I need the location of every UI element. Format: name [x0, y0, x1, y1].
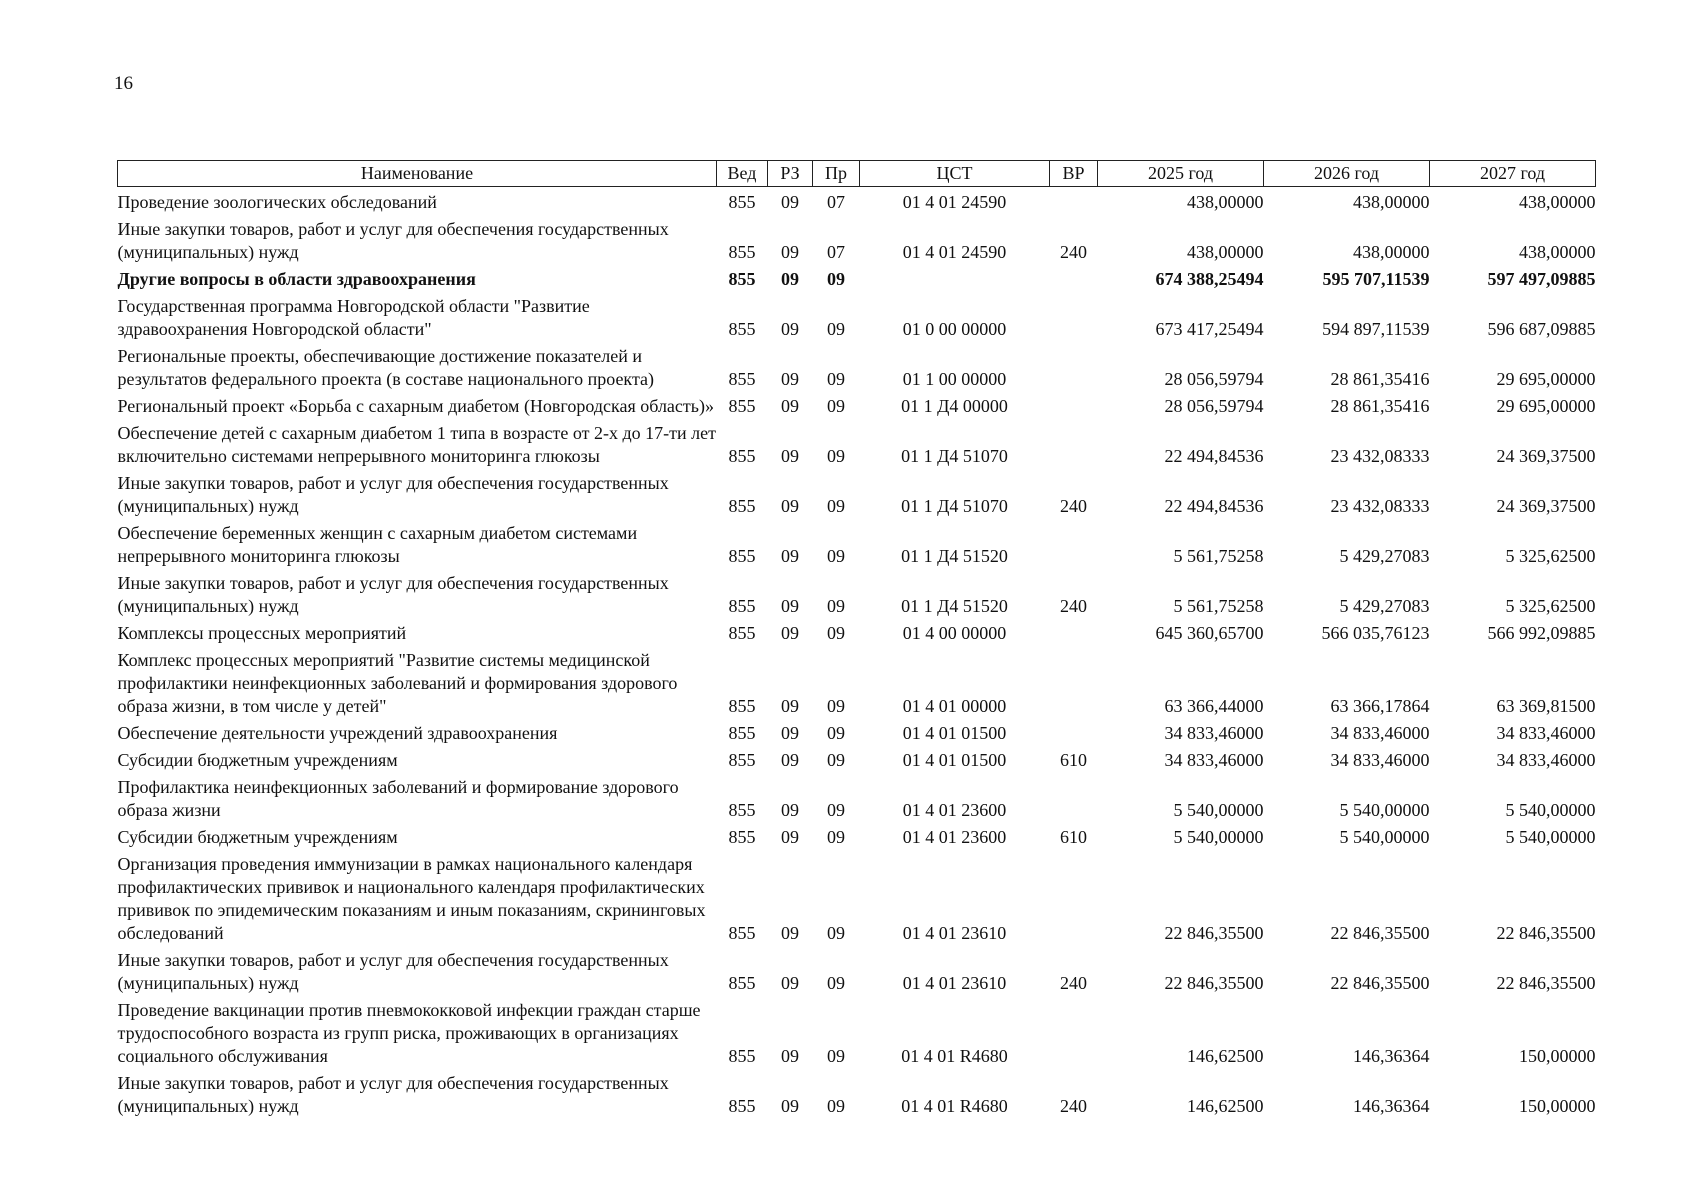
header-name: Наименование [118, 161, 717, 187]
table-row [118, 945, 1596, 995]
cell-cst: 01 4 01 24590 [902, 242, 1007, 262]
cell-ved: 855 [728, 242, 756, 262]
cell-rz: 09 [781, 369, 799, 389]
cell-cst: 01 1 00 00000 [902, 369, 1007, 389]
cell-ved: 855 [728, 973, 756, 993]
cell-2025: 438,00000 [1187, 192, 1264, 212]
cell-name: Субсидии бюджетным учреждениям [117, 827, 398, 847]
cell-cst: 01 1 Д4 51070 [901, 496, 1008, 516]
cell-rz: 09 [781, 623, 799, 643]
header-pr: Пр [813, 161, 860, 187]
cell-pr: 09 [827, 1096, 845, 1116]
cell-2025: 146,62500 [1187, 1046, 1264, 1066]
cell-2027: 150,00000 [1519, 1096, 1596, 1116]
cell-name: Комплексы процессных мероприятий [117, 623, 407, 643]
table-row [118, 718, 1596, 745]
cell-name: Иные закупки товаров, работ и услуг для обеспечения государственных (муниципальных) нужд [117, 219, 669, 262]
cell-2025: 438,00000 [1187, 242, 1264, 262]
cell-name: Региональные проекты, обеспечивающие достижение показателей и результатов федерального проекта (в составе национального проекта) [117, 346, 655, 389]
cell-2027: 150,00000 [1519, 1046, 1596, 1066]
cell-ved: 855 [728, 369, 756, 389]
cell-rz: 09 [781, 827, 799, 847]
table-row [118, 214, 1596, 264]
cell-2026: 23 432,08333 [1330, 446, 1430, 466]
cell-rz: 09 [781, 496, 799, 516]
cell-ved: 855 [728, 269, 756, 289]
cell-2026: 5 540,00000 [1339, 827, 1430, 847]
table-row [118, 264, 1596, 291]
cell-ved: 855 [728, 546, 756, 566]
cell-rz: 09 [781, 750, 799, 770]
cell-2026: 22 846,35500 [1330, 973, 1430, 993]
cell-2026: 594 897,11539 [1322, 319, 1430, 339]
cell-cst: 01 4 01 23600 [902, 800, 1007, 820]
cell-vr: 610 [1060, 827, 1087, 847]
cell-rz: 09 [781, 242, 799, 262]
cell-pr: 09 [827, 446, 845, 466]
cell-pr: 09 [827, 800, 845, 820]
cell-2025: 673 417,25494 [1155, 319, 1264, 339]
cell-pr: 09 [827, 723, 845, 743]
cell-name: Проведение вакцинации против пневмококковой инфекции граждан старше трудоспособного возраста из групп риска, проживающих в организациях социального обслуживания [117, 1000, 701, 1066]
header-2025: 2025 год [1098, 161, 1264, 187]
cell-name: Субсидии бюджетным учреждениям [117, 750, 398, 770]
cell-vr: 240 [1060, 242, 1087, 262]
cell-pr: 09 [827, 923, 845, 943]
cell-vr [1050, 518, 1098, 568]
cell-name: Иные закупки товаров, работ и услуг для обеспечения государственных (муниципальных) нужд [117, 573, 669, 616]
cell-vr [1050, 995, 1098, 1068]
table-row [118, 772, 1596, 822]
table-row [118, 518, 1596, 568]
cell-2025: 146,62500 [1187, 1096, 1264, 1116]
table-row [118, 291, 1596, 341]
cell-vr [1050, 418, 1098, 468]
cell-cst: 01 4 01 01500 [902, 750, 1007, 770]
cell-name: Профилактика неинфекционных заболеваний и формирование здорового образа жизни [117, 777, 679, 820]
cell-name: Иные закупки товаров, работ и услуг для обеспечения государственных (муниципальных) нужд [117, 950, 669, 993]
cell-ved: 855 [728, 800, 756, 820]
cell-ved: 855 [728, 192, 756, 212]
cell-2025: 674 388,25494 [1155, 269, 1264, 289]
cell-2027: 566 992,09885 [1487, 623, 1596, 643]
cell-pr: 09 [827, 1046, 845, 1066]
cell-2027: 597 497,09885 [1487, 269, 1596, 289]
table-row [118, 418, 1596, 468]
cell-cst [860, 264, 1050, 291]
cell-2027: 438,00000 [1519, 192, 1596, 212]
cell-vr: 240 [1060, 496, 1087, 516]
cell-2026: 5 429,27083 [1339, 596, 1430, 616]
cell-cst: 01 1 Д4 51520 [901, 546, 1008, 566]
table-body [118, 187, 1596, 1119]
cell-vr: 240 [1060, 1096, 1087, 1116]
cell-pr: 09 [827, 973, 845, 993]
cell-2025: 5 561,75258 [1173, 546, 1264, 566]
cell-ved: 855 [728, 596, 756, 616]
cell-2026: 438,00000 [1353, 242, 1430, 262]
cell-2025: 28 056,59794 [1164, 369, 1264, 389]
cell-2026: 146,36364 [1353, 1096, 1430, 1116]
cell-vr [1050, 718, 1098, 745]
cell-2027: 29 695,00000 [1496, 396, 1596, 416]
cell-pr: 09 [827, 750, 845, 770]
cell-2027: 24 369,37500 [1496, 446, 1596, 466]
cell-2025: 22 846,35500 [1164, 973, 1264, 993]
cell-ved: 855 [728, 723, 756, 743]
cell-pr: 07 [827, 242, 845, 262]
table-row [118, 341, 1596, 391]
cell-2026: 5 429,27083 [1339, 546, 1430, 566]
cell-pr: 09 [827, 269, 845, 289]
cell-vr [1050, 645, 1098, 718]
cell-2025: 5 561,75258 [1173, 596, 1264, 616]
cell-vr: 240 [1060, 596, 1087, 616]
cell-cst: 01 4 01 23610 [902, 973, 1007, 993]
cell-ved: 855 [728, 750, 756, 770]
cell-2025: 5 540,00000 [1173, 827, 1264, 847]
cell-2026: 63 366,17864 [1330, 696, 1430, 716]
cell-name: Иные закупки товаров, работ и услуг для обеспечения государственных (муниципальных) нужд [117, 473, 669, 516]
table-row [118, 468, 1596, 518]
cell-2025: 645 360,65700 [1155, 623, 1264, 643]
cell-name: Обеспечение деятельности учреждений здравоохранения [117, 723, 558, 743]
cell-cst: 01 4 01 24590 [902, 192, 1007, 212]
table-row [118, 568, 1596, 618]
cell-ved: 855 [728, 827, 756, 847]
table-row [118, 645, 1596, 718]
cell-rz: 09 [781, 396, 799, 416]
table-row [118, 822, 1596, 849]
cell-vr: 610 [1060, 750, 1087, 770]
cell-2027: 5 540,00000 [1505, 800, 1596, 820]
header-rz: РЗ [768, 161, 813, 187]
cell-2027: 34 833,46000 [1496, 723, 1596, 743]
cell-2026: 438,00000 [1353, 192, 1430, 212]
cell-pr: 09 [827, 546, 845, 566]
cell-name: Региональный проект «Борьба с сахарным диабетом (Новгородская область)» [117, 396, 714, 416]
table-row [118, 187, 1596, 215]
cell-cst: 01 4 01 23600 [902, 827, 1007, 847]
cell-2027: 22 846,35500 [1496, 923, 1596, 943]
cell-2026: 28 861,35416 [1330, 396, 1430, 416]
cell-vr [1050, 618, 1098, 645]
cell-2026: 146,36364 [1353, 1046, 1430, 1066]
header-cst: ЦСТ [860, 161, 1050, 187]
cell-rz: 09 [781, 923, 799, 943]
cell-cst: 01 1 Д4 00000 [901, 396, 1008, 416]
cell-2025: 34 833,46000 [1164, 723, 1264, 743]
cell-cst: 01 0 00 00000 [902, 319, 1007, 339]
cell-2026: 28 861,35416 [1330, 369, 1430, 389]
header-ved: Вед [717, 161, 768, 187]
cell-rz: 09 [781, 269, 799, 289]
cell-ved: 855 [728, 446, 756, 466]
page-number: 16 [114, 73, 133, 94]
cell-pr: 09 [827, 596, 845, 616]
cell-ved: 855 [728, 623, 756, 643]
cell-name: Проведение зоологических обследований [117, 192, 437, 212]
cell-rz: 09 [781, 696, 799, 716]
cell-2025: 5 540,00000 [1173, 800, 1264, 820]
cell-vr [1050, 187, 1098, 215]
cell-vr [1050, 264, 1098, 291]
cell-pr: 07 [827, 192, 845, 212]
cell-cst: 01 4 01 01500 [902, 723, 1007, 743]
cell-2027: 22 846,35500 [1496, 973, 1596, 993]
cell-ved: 855 [728, 1096, 756, 1116]
table-header [118, 161, 1596, 187]
cell-rz: 09 [781, 723, 799, 743]
cell-pr: 09 [827, 623, 845, 643]
table-row [118, 1068, 1596, 1118]
cell-ved: 855 [728, 319, 756, 339]
cell-2026: 34 833,46000 [1330, 723, 1430, 743]
header-row [118, 161, 1596, 187]
cell-ved: 855 [728, 1046, 756, 1066]
budget-table [117, 160, 1596, 1118]
cell-pr: 09 [827, 827, 845, 847]
cell-2027: 24 369,37500 [1496, 496, 1596, 516]
cell-pr: 09 [827, 696, 845, 716]
cell-vr [1050, 341, 1098, 391]
cell-2025: 22 494,84536 [1164, 496, 1264, 516]
cell-ved: 855 [728, 396, 756, 416]
cell-rz: 09 [781, 800, 799, 820]
cell-cst: 01 1 Д4 51520 [901, 596, 1008, 616]
cell-2026: 22 846,35500 [1330, 923, 1430, 943]
cell-cst: 01 4 01 00000 [902, 696, 1007, 716]
cell-2026: 595 707,11539 [1322, 269, 1430, 289]
cell-2027: 29 695,00000 [1496, 369, 1596, 389]
cell-vr: 240 [1060, 973, 1087, 993]
table-row [118, 745, 1596, 772]
cell-vr [1050, 391, 1098, 418]
cell-rz: 09 [781, 1096, 799, 1116]
cell-name: Комплекс процессных мероприятий "Развитие системы медицинской профилактики неинфекционных заболеваний и формирования здорового образа жизни, в том числе у детей" [117, 650, 678, 716]
cell-2025: 22 846,35500 [1164, 923, 1264, 943]
cell-name: Организация проведения иммунизации в рамках национального календаря профилактических прививок и национального календаря профилактических прививок по эпидемическим показаниям и иным показаниям, скрининговых обследований [117, 854, 706, 943]
header-2027: 2027 год [1430, 161, 1596, 187]
cell-name: Иные закупки товаров, работ и услуг для обеспечения государственных (муниципальных) нужд [117, 1073, 669, 1116]
cell-name: Обеспечение беременных женщин с сахарным диабетом системами непрерывного мониторинга глюкозы [117, 523, 638, 566]
cell-name: Обеспечение детей с сахарным диабетом 1 типа в возрасте от 2-х до 17-ти лет включительно системами непрерывного мониторинга глюкозы [117, 423, 716, 466]
cell-cst: 01 1 Д4 51070 [901, 446, 1008, 466]
cell-vr [1050, 291, 1098, 341]
cell-2025: 34 833,46000 [1164, 750, 1264, 770]
cell-ved: 855 [728, 496, 756, 516]
cell-2025: 22 494,84536 [1164, 446, 1264, 466]
cell-name: Другие вопросы в области здравоохранения [117, 269, 476, 289]
cell-2027: 596 687,09885 [1487, 319, 1596, 339]
cell-2027: 63 369,81500 [1496, 696, 1596, 716]
cell-rz: 09 [781, 319, 799, 339]
cell-rz: 09 [781, 973, 799, 993]
cell-2026: 566 035,76123 [1321, 623, 1430, 643]
cell-ved: 855 [728, 696, 756, 716]
cell-2026: 34 833,46000 [1330, 750, 1430, 770]
header-2026: 2026 год [1264, 161, 1430, 187]
cell-ved: 855 [728, 923, 756, 943]
cell-pr: 09 [827, 319, 845, 339]
table-row [118, 995, 1596, 1068]
cell-2027: 5 540,00000 [1505, 827, 1596, 847]
cell-rz: 09 [781, 446, 799, 466]
table-row [118, 391, 1596, 418]
cell-cst: 01 4 00 00000 [902, 623, 1007, 643]
cell-vr [1050, 772, 1098, 822]
table-row [118, 618, 1596, 645]
cell-2027: 5 325,62500 [1505, 596, 1596, 616]
cell-name: Государственная программа Новгородской области "Развитие здравоохранения Новгородской области" [117, 296, 590, 339]
cell-rz: 09 [781, 546, 799, 566]
cell-pr: 09 [827, 496, 845, 516]
header-vr: ВР [1050, 161, 1098, 187]
cell-cst: 01 4 01 R4680 [901, 1046, 1008, 1066]
table-row [118, 849, 1596, 945]
cell-rz: 09 [781, 192, 799, 212]
cell-2027: 34 833,46000 [1496, 750, 1596, 770]
cell-vr [1050, 849, 1098, 945]
cell-2027: 438,00000 [1519, 242, 1596, 262]
cell-2026: 5 540,00000 [1339, 800, 1430, 820]
cell-2026: 23 432,08333 [1330, 496, 1430, 516]
cell-pr: 09 [827, 396, 845, 416]
cell-cst: 01 4 01 23610 [902, 923, 1007, 943]
cell-2025: 63 366,44000 [1164, 696, 1264, 716]
cell-pr: 09 [827, 369, 845, 389]
cell-2027: 5 325,62500 [1505, 546, 1596, 566]
cell-rz: 09 [781, 596, 799, 616]
cell-2025: 28 056,59794 [1164, 396, 1264, 416]
cell-rz: 09 [781, 1046, 799, 1066]
cell-cst: 01 4 01 R4680 [901, 1096, 1008, 1116]
